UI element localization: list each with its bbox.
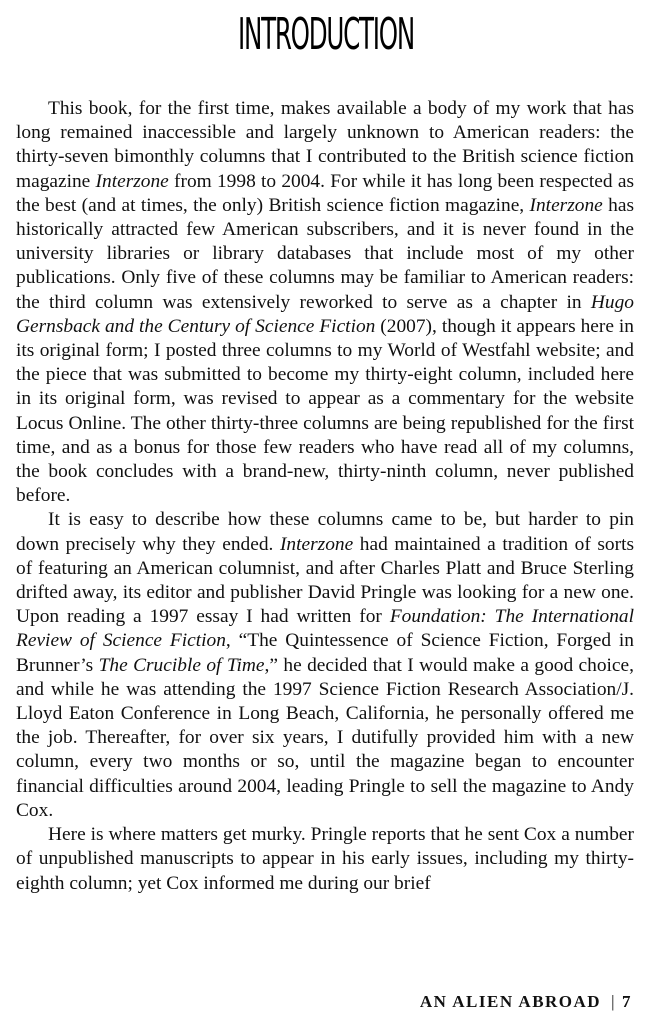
italic-title: The Crucible of Time	[98, 654, 265, 676]
paragraph-3	[16, 823, 634, 896]
text-run: ,” he decided that I would make a good choice, and while he was attending the 1997 Science Fiction Research Association/J. Lloyd Eaton Conference in Long Beach, California, he personally offered me the job. Thereafter, for over six years, I dutifully provided him with a new column, every two months or so, until the magazine began to encounter financial difficulties around 2004, leading Pringle to sell the magazine to Andy Cox.	[16, 654, 634, 821]
text-run: , “The Quintessence of Science Fiction, Forged in Brunner’s	[16, 630, 634, 676]
footer-separator: |	[611, 992, 616, 1011]
text-run: It is easy to describe how these columns came to be, but harder to pin down precisely why they ended.	[16, 509, 634, 555]
text-run: This book, for the first time, makes available a body of my work that has long remained inaccessible and largely unknown to American readers: the thirty-seven bimonthly columns that I contributed to the British science fiction magazine	[16, 98, 634, 192]
italic-title: Interzone	[279, 533, 354, 555]
italic-title: Interzone	[529, 194, 603, 216]
page-number: 7	[622, 992, 632, 1011]
text-run: from 1998 to 2004. For while it has long been respected as the best (and at times, the only) British science fiction magazine,	[16, 170, 635, 216]
text-run: had maintained a tradition of sorts of featuring an American columnist, and after Charles Platt and Bruce Sterling drifted away, its editor and publisher David Pringle was looking for a new one. Upon reading a 1997 essay I had written for	[16, 533, 634, 628]
body-text	[16, 97, 634, 896]
text-run: has historically attracted few American subscribers, and it is never found in the university libraries or library databases that include most of my other publications. Only five of these columns may be familiar to American readers: the third column was extensively reworked to serve as a chapter in	[16, 194, 634, 313]
paragraph-1	[16, 97, 634, 508]
page-footer	[420, 992, 632, 1012]
chapter-title: INTRODUCTION	[238, 9, 414, 60]
italic-title: Interzone	[95, 170, 169, 192]
text-run: (2007), though it appears here in its original form; I posted three columns to my World of Westfahl website; and the piece that was submitted to become my thirty-eight column, included here in its original form, was revised to appear as a commentary for the website Locus Online. The other thirty-three columns are being republished for the first time, and as a bonus for those few readers who have read all of my columns, the book concludes with a brand-new, thirty-ninth column, never published before.	[16, 315, 634, 507]
paragraph-2	[16, 508, 634, 823]
italic-title: Foundation: The International Review of Science Fiction	[16, 606, 634, 652]
running-title: AN ALIEN ABROAD	[419, 992, 602, 1011]
text-run: Here is where matters get murky. Pringle reports that he sent Cox a number of unpublished manuscripts to appear in his early issues, including my thirty-eighth column; yet Cox informed me during our brief	[16, 824, 634, 894]
italic-title: Hugo Gernsback and the Century of Science Fiction	[16, 291, 634, 337]
